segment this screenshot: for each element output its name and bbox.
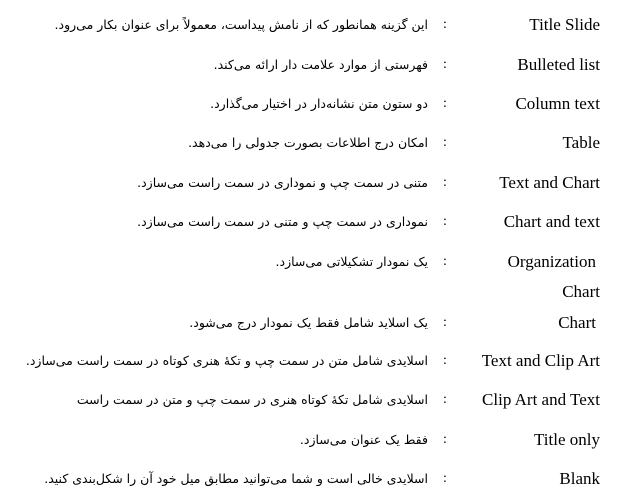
separator: : (443, 392, 447, 407)
separator: : (443, 432, 447, 447)
description: یک اسلاید شامل فقط یک نمودار درج می‌شود. (189, 315, 428, 330)
term-bulleted-list: Bulleted list (517, 55, 600, 74)
term-title-slide: Title Slide (529, 15, 600, 34)
term-organization: Organization (507, 252, 596, 271)
separator: : (443, 135, 447, 150)
term-text-and-clip-art: Text and Clip Art (481, 351, 600, 370)
description: امکان درج اطلاعات بصورت جدولی را می‌دهد. (188, 135, 428, 150)
separator: : (443, 471, 447, 486)
description: دو ستون متن نشانه‌دار در اختیار می‌گذارد. (210, 96, 428, 111)
description: متنی در سمت چپ و نموداری در سمت راست می‌سازد. (137, 175, 428, 190)
description: اسلایدی شامل تکهٔ کوتاه هنری در سمت چپ و متن در سمت راست (76, 392, 428, 407)
term-column-text: Column text (515, 94, 600, 113)
term-table: Table (562, 133, 600, 152)
term-chart: Chart (558, 313, 596, 332)
separator: : (443, 96, 447, 111)
description: فقط یک عنوان می‌سازد. (299, 432, 428, 447)
separator: : (443, 17, 447, 32)
term-text-and-chart: Text and Chart (499, 173, 600, 192)
description: اسلایدی خالی است و شما می‌توانید مطابق میل خود آن را شکل‌بندی کنید. (44, 471, 428, 486)
description: این گزینه همانطور که از نامش پیداست، معمولاً برای عنوان بکار می‌رود. (54, 17, 428, 32)
description: فهرستی از موارد علامت دار ارائه می‌کند. (213, 57, 428, 72)
separator: : (443, 57, 447, 72)
term-clip-art-and-text: Clip Art and Text (482, 390, 600, 409)
separator: : (443, 175, 447, 190)
separator: : (443, 315, 447, 330)
separator: : (443, 254, 447, 269)
separator: : (443, 214, 447, 229)
description: اسلایدی شامل متن در سمت چپ و تکهٔ هنری کوتاه در سمت راست می‌سازد. (25, 353, 428, 368)
term-title-only: Title only (534, 430, 600, 449)
term-blank: Blank (559, 469, 600, 488)
description: نموداری در سمت چپ و متنی در سمت راست می‌سازد. (137, 214, 428, 229)
separator: : (443, 353, 447, 368)
term-chart-and-text: Chart and text (503, 212, 600, 231)
term-organization-line2: Chart (562, 282, 600, 301)
description: یک نمودار تشکیلاتی می‌سازد. (275, 254, 428, 269)
